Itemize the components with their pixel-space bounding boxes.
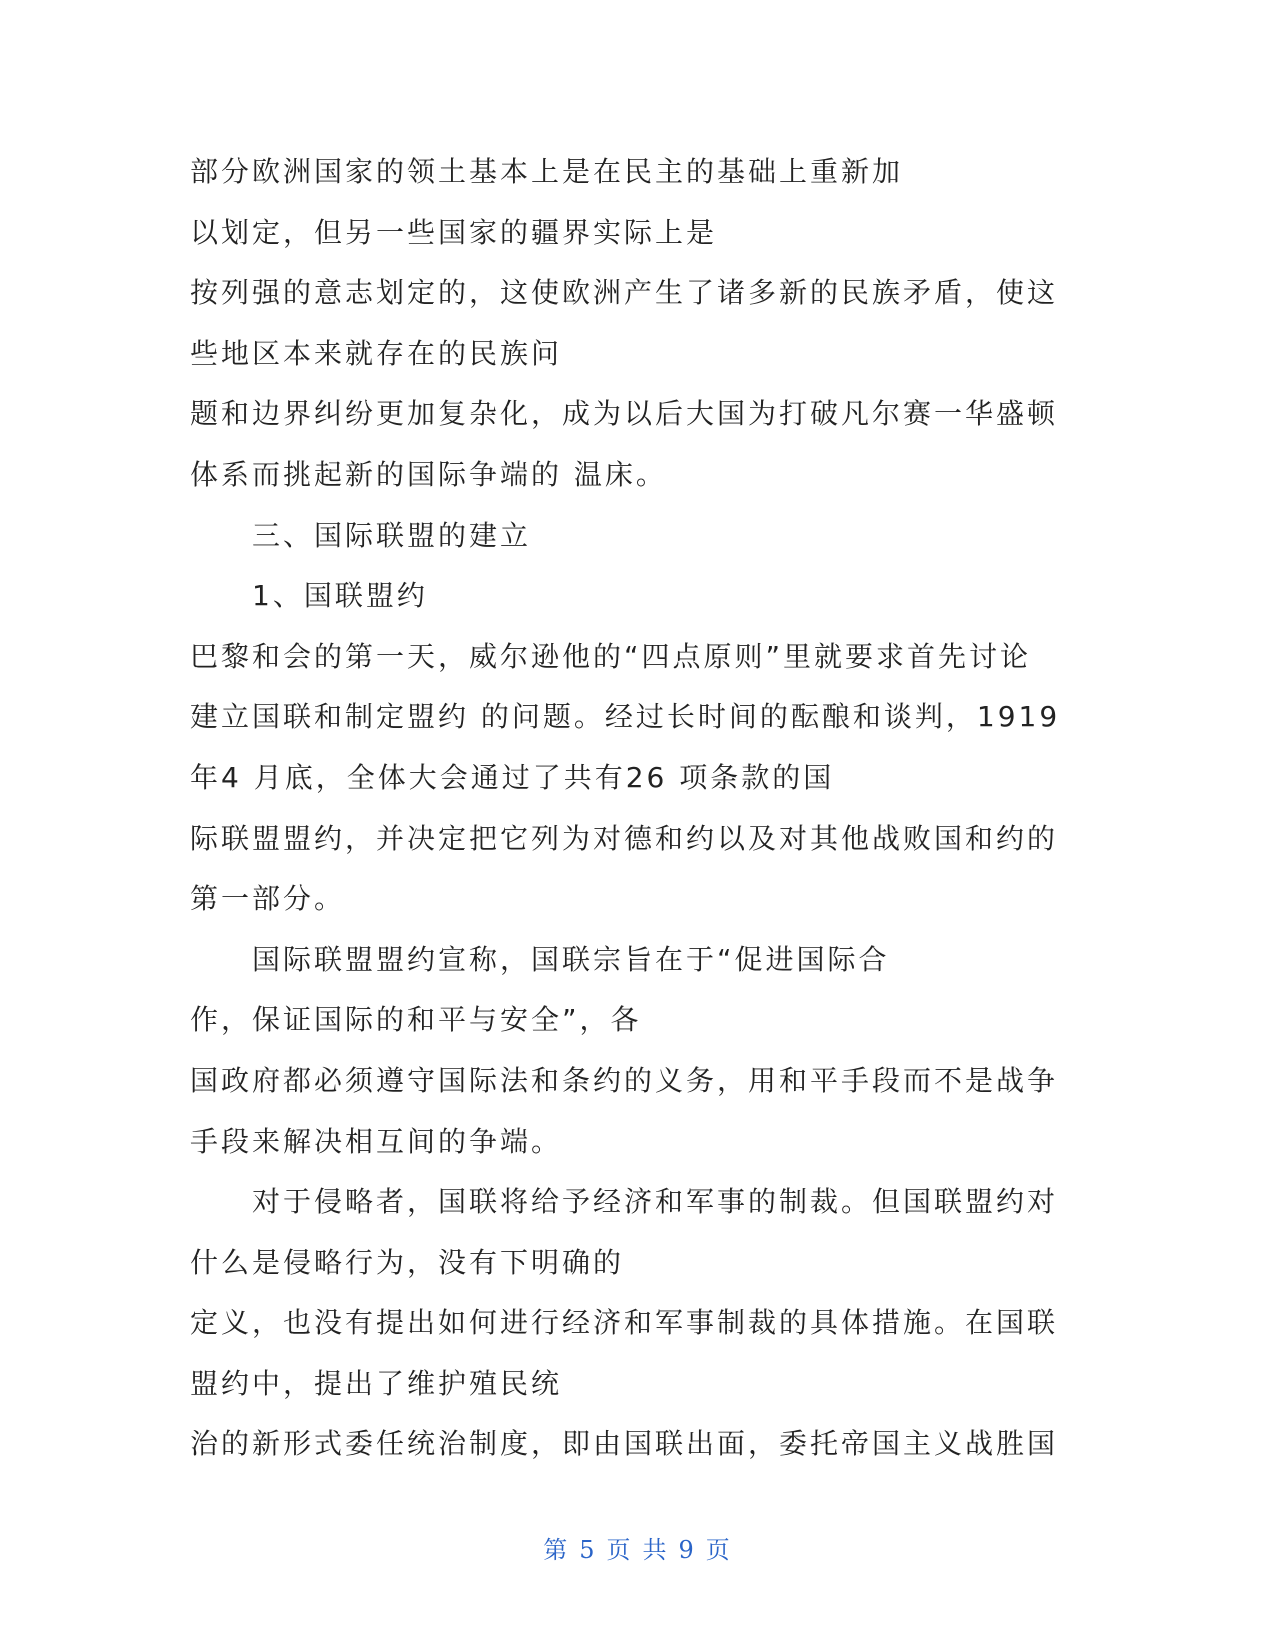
text-line: 以划定，但另一些国家的疆界实际上是 [190, 215, 718, 249]
text-line: 体系而挑起新的国际争端的 温床。 [190, 457, 667, 491]
text-line: 定义，也没有提出如何进行经济和军事制裁的具体措施。在国联 [190, 1306, 1059, 1340]
text-line: 作，保证国际的和平与安全”，各 [190, 1003, 642, 1037]
text-line: 手段来解决相互间的争端。 [190, 1124, 563, 1158]
footer-current-page: 5 [579, 1536, 597, 1564]
text-line: 什么是侵略行为，没有下明确的 [190, 1245, 625, 1279]
body-text [190, 142, 1070, 1475]
text-line: 三、国际联盟的建立 [252, 518, 532, 552]
text-line: 1、国联盟约 [252, 579, 428, 613]
footer-total-pages: 9 [678, 1536, 696, 1564]
footer-total-label: 共 [642, 1536, 669, 1564]
text-line: 对于侵略者，国联将给予经济和军事的制裁。但国联盟约对 [252, 1185, 1059, 1219]
text-line: 治的新形式委任统治制度，即由国联出面，委托帝国主义战胜国 [190, 1427, 1059, 1461]
page-footer [0, 1530, 1275, 1565]
text-line: 题和边界纠纷更加复杂化，成为以后大国为打破凡尔赛一华盛顿 [190, 397, 1059, 431]
text-line: 按列强的意志划定的，这使欧洲产生了诸多新的民族矛盾，使这 [190, 276, 1059, 310]
text-line: 建立国联和制定盟约 的问题。经过长时间的酝酿和谈判，1919 [190, 700, 1061, 734]
footer-page-label: 页 [606, 1536, 633, 1564]
text-line: 际联盟盟约，并决定把它列为对德和约以及对其他战败国和约的 [190, 821, 1059, 855]
text-line: 盟约中，提出了维护殖民统 [190, 1366, 563, 1400]
footer-suffix: 页 [705, 1536, 732, 1564]
footer-prefix: 第 [543, 1536, 570, 1564]
text-line: 国际联盟盟约宣称，国联宗旨在于“促进国际合 [252, 942, 890, 976]
text-line: 巴黎和会的第一天，威尔逊他的“四点原则”里就要求首先讨论 [190, 639, 1032, 673]
text-line: 些地区本来就存在的民族问 [190, 336, 563, 370]
text-line: 第一部分。 [190, 882, 346, 916]
text-line: 国政府都必须遵守国际法和条约的义务，用和平手段而不是战争 [190, 1063, 1059, 1097]
text-line: 部分欧洲国家的领土基本上是在民主的基础上重新加 [190, 155, 904, 188]
text-line: 年4 月底，全体大会通过了共有26 项条款的国 [190, 760, 835, 794]
